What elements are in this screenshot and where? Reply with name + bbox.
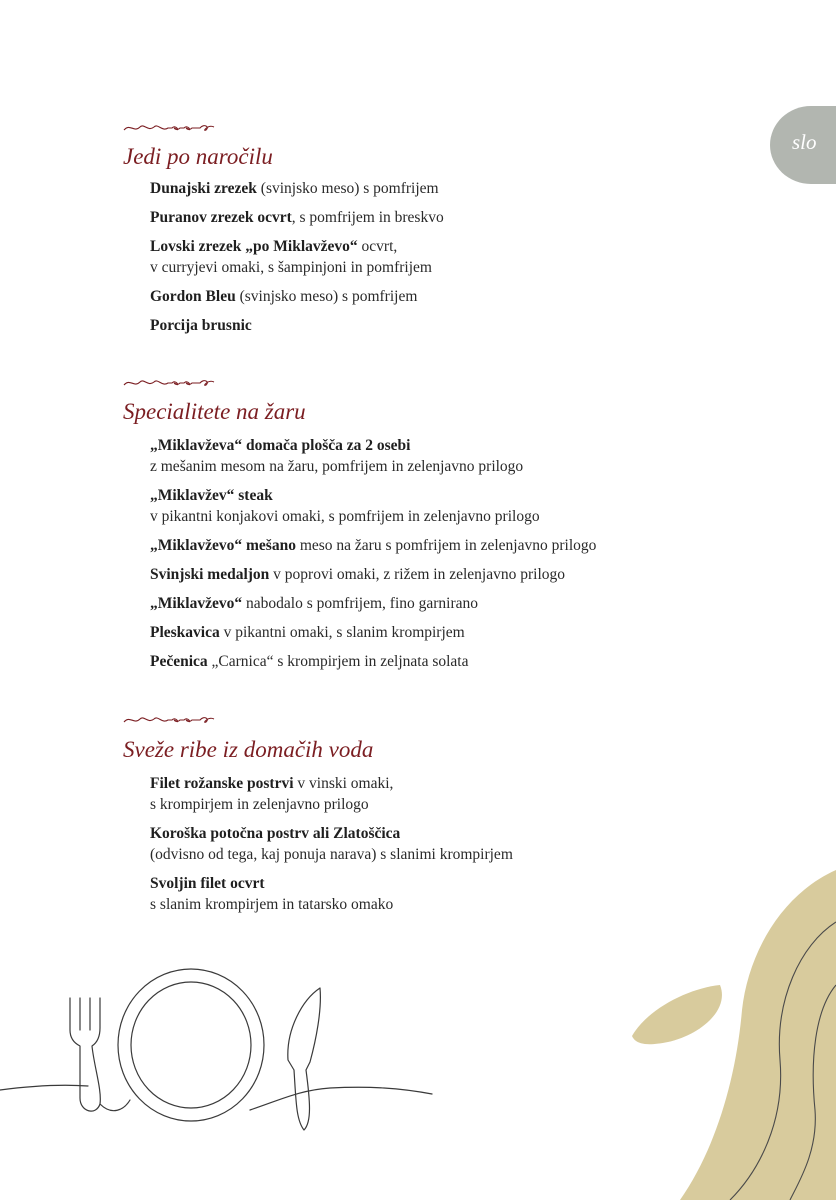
menu-item: Filet rožanske postrvi v vinski omaki, s krompirjem in zelenjavno prilogo: [150, 775, 394, 813]
menu-item: Lovski zrezek „po Miklavževo“ ocvrt, v curryjevi omaki, s šampinjoni in pomfrijem: [150, 238, 432, 276]
section-title: Sveže ribe iz domačih voda: [123, 737, 374, 762]
section-title: Jedi po naročilu: [123, 144, 273, 169]
language-badge-label: slo: [792, 130, 817, 154]
menu-item: Porcija brusnic: [150, 317, 252, 334]
menu-item: „Miklavževo“ nabodalo s pomfrijem, fino garnirano: [150, 595, 479, 612]
menu-item: „Miklavževo“ mešano meso na žaru s pomfrijem in zelenjavno prilogo: [150, 537, 597, 554]
menu-item: Svoljin filet ocvrt s slanim krompirjem in tatarsko omako: [150, 875, 394, 913]
section-title: Specialitete na žaru: [123, 399, 306, 424]
menu-item: Puranov zrezek ocvrt, s pomfrijem in breskvo: [150, 209, 444, 226]
menu-item: Koroška potočna postrv ali Zlatoščica (odvisno od tega, kaj ponuja narava) s slanimi krompirjem: [150, 825, 513, 863]
menu-item: Dunajski zrezek (svinjsko meso) s pomfrijem: [150, 180, 439, 197]
menu-item: „Miklavževa“ domača plošča za 2 osebi z mešanim mesom na žaru, pomfrijem in zelenjavno prilogo: [150, 437, 524, 475]
menu-item: Pečenica „Carnica“ s krompirjem in zeljnata solata: [150, 653, 469, 670]
menu-item: Pleskavica v pikantni omaki, s slanim krompirjem: [150, 624, 465, 641]
menu-item: „Miklavžev“ steak v pikantni konjakovi omaki, s pomfrijem in zelenjavno prilogo: [150, 487, 540, 525]
menu-item: Svinjski medaljon v poprovi omaki, z rižem in zelenjavno prilogo: [150, 566, 566, 583]
menu-item: Gordon Bleu (svinjsko meso) s pomfrijem: [150, 288, 418, 305]
